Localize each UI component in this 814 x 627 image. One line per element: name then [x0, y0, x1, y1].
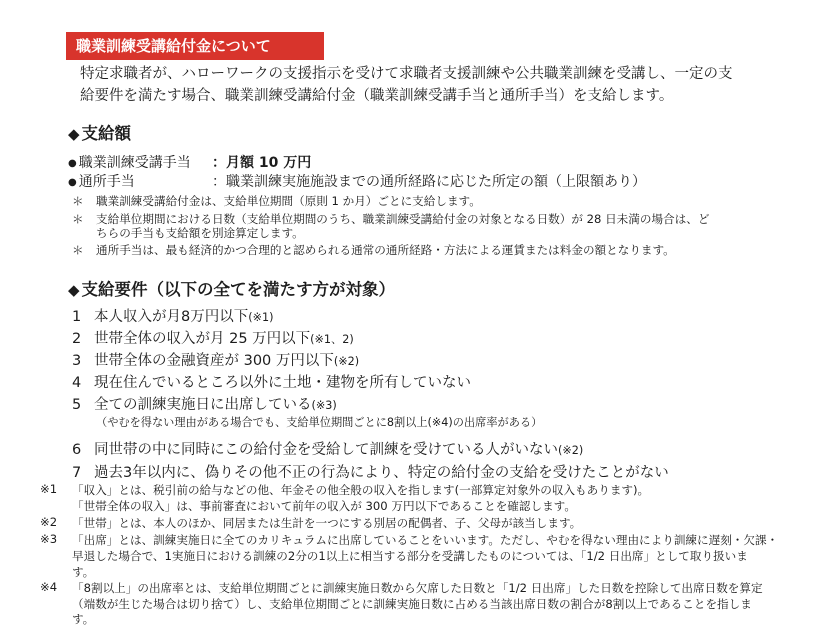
bullet-icon: ●: [68, 177, 77, 188]
requirement-ref: (※2): [333, 355, 360, 368]
footnote-mark: ※1: [40, 482, 58, 496]
note-mark: ＊: [72, 243, 84, 257]
requirement-text: 現在住んでいるところ以外に土地・建物を所有していない: [94, 375, 471, 391]
requirement-number: 7: [72, 465, 82, 481]
footnote-mark: ※2: [40, 515, 58, 529]
requirement-subnote: （やむを得ない理由がある場合でも、支給単位期間ごとに8割以上(※4)の出席率がある）: [96, 416, 543, 429]
requirement-number: 1: [72, 309, 82, 325]
section-title: 職業訓練受講給付金について: [66, 32, 324, 60]
footnote-text: 「収入」とは、税引前の給与などの他、年金その他全般の収入を指します(一部算定対象外の収入もあります)。: [72, 483, 650, 497]
requirement-ref: (※1、2): [310, 333, 354, 346]
requirement-item: [72, 327, 354, 348]
requirement-number: 2: [72, 331, 82, 347]
amount-heading-text: 支給額: [81, 124, 132, 143]
requirement-ref: (※3): [311, 399, 337, 412]
requirement-number: 5: [72, 397, 82, 413]
amount-item: [68, 152, 191, 172]
requirement-item: [72, 371, 471, 392]
amount-item-value: ：月額 10 万円: [212, 155, 312, 171]
note-text: 支給単位期間における日数（支給単位期間のうち、職業訓練受講給付金の対象となる日数）が 28 日未満の場合は、ど: [96, 212, 710, 226]
requirement-text: 本人収入が月8万円以下: [94, 309, 249, 325]
note-text-continued: ちらの手当も支給額を別途算定します。: [96, 226, 304, 240]
requirement-item: [72, 349, 359, 370]
requirement-text: 全ての訓練実施日に出席している: [94, 397, 312, 413]
requirements-heading: [68, 276, 395, 300]
footnote-text: す。: [72, 612, 95, 626]
requirements-heading-text: 支給要件（以下の全てを満たす方が対象）: [81, 280, 396, 299]
amount-note: [72, 193, 481, 209]
requirement-ref: (※1): [248, 311, 274, 324]
requirement-item: [72, 305, 273, 326]
footnote-text: 「8割以上」の出席率とは、支給単位期間ごとに訓練実施日数から欠席した日数と「1/2 日出席」した日数を控除して出席日数を算定: [72, 581, 763, 595]
footnote-mark: ※4: [40, 580, 58, 594]
footnote-text: （端数が生じた場合は切り捨て）し、支給単位期間ごとに訓練実施日数に占める当該出席日数の割合が8割以上であることを指しま: [72, 597, 752, 611]
footnote-text: 「出席」とは、訓練実施日に全てのカリキュラムに出席していることをいいます。ただし、やむを得ない理由により訓練に遅刻・欠課・: [72, 533, 779, 547]
requirement-text: 同世帯の中に同時にこの給付金を受給して訓練を受けている人がいない: [94, 442, 558, 458]
amount-item-name: 職業訓練受講手当: [78, 155, 191, 171]
note-mark: ＊: [72, 212, 84, 226]
requirement-number: 4: [72, 375, 82, 391]
requirement-text: 過去3年以内に、偽りその他不正の行為により、特定の給付金の支給を受けたことがない: [94, 465, 669, 481]
bullet-icon: ●: [68, 158, 77, 169]
note-text: 職業訓練受講給付金は、支給単位期間（原則 1 か月）ごとに支給します。: [96, 194, 481, 208]
note-text: 通所手当は、最も経済的かつ合理的と認められる通常の通所経路・方法による運賃または料金の額となります。: [96, 243, 675, 257]
diamond-icon: ◆: [68, 281, 80, 299]
amount-item-value: ：職業訓練実施施設までの通所経路に応じた所定の額（上限額あり）: [212, 174, 646, 190]
amount-note: [72, 242, 675, 258]
note-mark: ＊: [72, 194, 84, 208]
requirement-text: 世帯全体の収入が月 25 万円以下: [94, 331, 311, 347]
requirement-item: [72, 461, 669, 482]
footnote-mark: ※3: [40, 532, 58, 546]
requirement-text: 世帯全体の金融資産が 300 万円以下: [94, 353, 334, 369]
intro-line-1: 特定求職者が、ハローワークの支援指示を受けて求職者支援訓練や公共職業訓練を受講し、一定の支: [80, 66, 733, 82]
footnote-text: す。: [72, 565, 95, 579]
requirement-number: 6: [72, 442, 82, 458]
footnote-text: 早退した場合で、1実施日における訓練の2分の1以上に相当する部分を受講したものについては、「1/2 日出席」として取り扱いま: [72, 549, 748, 563]
amount-heading: [68, 120, 131, 144]
diamond-icon: ◆: [68, 125, 80, 143]
footnote-text: 「世帯」とは、本人のほか、同居または生計を一つにする別居の配偶者、子、父母が該当します。: [72, 516, 582, 530]
intro-line-2: 給要件を満たす場合、職業訓練受講給付金（職業訓練受講手当と通所手当）を支給します。: [80, 88, 674, 104]
amount-item: [68, 171, 135, 191]
requirement-item: [72, 393, 337, 414]
footnote-text: 「世帯全体の収入」は、事前審査において前年の収入が 300 万円以下であることを確認します。: [72, 499, 576, 513]
amount-item-name: 通所手当: [78, 174, 135, 190]
requirement-item: [72, 438, 583, 459]
requirement-ref: (※2): [558, 444, 584, 457]
requirement-number: 3: [72, 353, 82, 369]
